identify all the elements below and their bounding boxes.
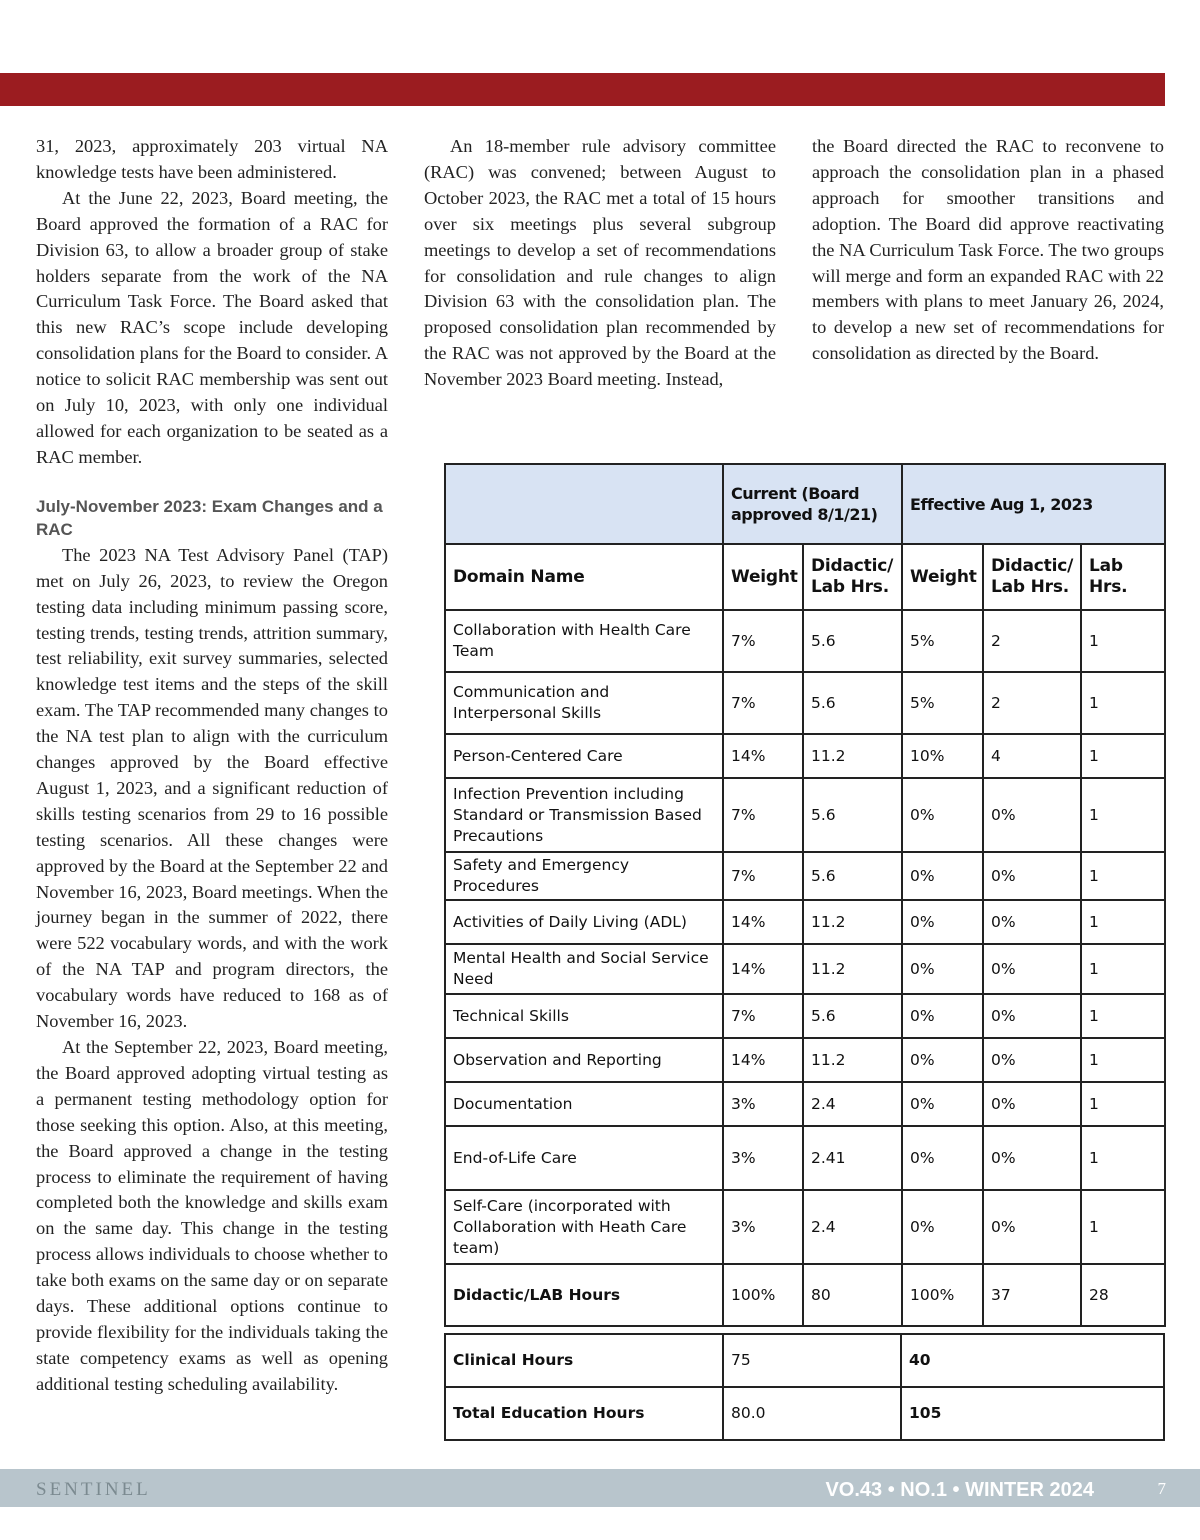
paragraph: At the September 22, 2023, Board meeting, the Board approved adopting virtual testing as a permanent testing methodology option for those seeking this option. Also, at this meeting, the Board approved a change in the testing process to eliminate the requirement of having completed both the knowledge and skills exam on the same day. This change in the testing process allows individuals to choose whether to take both exams on the same day or on separate days. These additional options continue to provide flexibility for the individuals taking the state competency exams as well as opening additional testing scheduling availability. <box>36 1037 388 1394</box>
effective-hours: 37 <box>983 1264 1081 1326</box>
effective-weight: 0% <box>902 1038 983 1082</box>
domain-name: Activities of Daily Living (ADL) <box>445 900 723 944</box>
effective-weight: 0% <box>902 1190 983 1264</box>
table-row <box>445 734 1165 778</box>
effective-hours: 0% <box>983 994 1081 1038</box>
lab-hours: 28 <box>1081 1264 1165 1326</box>
row-label: Clinical Hours <box>445 1334 723 1387</box>
column-header: Domain Name <box>445 544 723 610</box>
table-row <box>445 852 1165 900</box>
effective-hours: 0% <box>983 1190 1081 1264</box>
table-row <box>445 1082 1165 1126</box>
effective-hours: 4 <box>983 734 1081 778</box>
table-row <box>445 944 1165 994</box>
paragraph: the Board directed the RAC to reconvene to approach the consolidation plan in a phased approach for smoother transitions and adoption. The Board did approve reactivating the NA Curriculum Task Force. The two groups will merge and form an expanded RAC with 22 members with plans to meet January 26, 2024, to develop a new set of recommendations for consolidation as directed by the Board. <box>812 136 1164 364</box>
table-column-header <box>445 544 1165 610</box>
group-current-header: Current (Board approved 8/1/21) <box>723 464 902 544</box>
column-header: Didactic/ Lab Hrs. <box>803 544 902 610</box>
table-row <box>445 672 1165 734</box>
clinical-hours-row <box>445 1334 1164 1387</box>
current-weight: 14% <box>723 900 803 944</box>
lab-hours: 1 <box>1081 734 1165 778</box>
effective-weight: 10% <box>902 734 983 778</box>
current-weight: 7% <box>723 994 803 1038</box>
paragraph: An 18-member rule advisory committee (RAC) was convened; between August to October 2023, the RAC met a total of 15 hours over six meetings plus several subgroup meetings to develop a set of recommendations for consolidation and rule changes to align Division 63 with the consolidation plan. The proposed consolidation plan recommended by the RAC was not approved by the Board at the November 2023 Board meeting. Instead, <box>424 136 776 390</box>
table-group-header <box>445 464 1165 544</box>
effective-weight: 0% <box>902 900 983 944</box>
current-weight: 7% <box>723 672 803 734</box>
current-weight: 14% <box>723 1038 803 1082</box>
lab-hours: 1 <box>1081 1082 1165 1126</box>
effective-hours: 2 <box>983 672 1081 734</box>
lab-hours: 1 <box>1081 900 1165 944</box>
row-label: Total Education Hours <box>445 1387 723 1440</box>
lab-hours: 1 <box>1081 1038 1165 1082</box>
domain-name: Mental Health and Social Service Need <box>445 944 723 994</box>
table-row <box>445 994 1165 1038</box>
current-hours: 5.6 <box>803 610 902 672</box>
current-weight: 7% <box>723 852 803 900</box>
column-header: Lab Hrs. <box>1081 544 1165 610</box>
top-accent-bar <box>0 73 1165 106</box>
current-value: 75 <box>723 1334 901 1387</box>
text-column-3 <box>812 134 1164 367</box>
domain-name: Infection Prevention including Standard or Transmission Based Precautions <box>445 778 723 852</box>
effective-hours: 0% <box>983 778 1081 852</box>
current-hours: 11.2 <box>803 900 902 944</box>
effective-weight: 0% <box>902 1082 983 1126</box>
table-row <box>445 1126 1165 1190</box>
blank-header-cell <box>445 464 723 544</box>
effective-hours: 0% <box>983 900 1081 944</box>
table-row <box>445 900 1165 944</box>
section-heading: July-November 2023: Exam Changes and a RAC <box>36 496 383 539</box>
lab-hours: 1 <box>1081 610 1165 672</box>
domain-name: Collaboration with Health Care Team <box>445 610 723 672</box>
paragraph: 31, 2023, approximately 203 virtual NA knowledge tests have been administered. <box>36 136 388 182</box>
current-weight: 14% <box>723 734 803 778</box>
table-row <box>445 778 1165 852</box>
effective-weight: 5% <box>902 672 983 734</box>
current-hours: 2.4 <box>803 1082 902 1126</box>
publication-name: SENTINEL <box>36 1479 151 1500</box>
current-hours: 5.6 <box>803 778 902 852</box>
lab-hours: 1 <box>1081 1190 1165 1264</box>
effective-hours: 0% <box>983 1082 1081 1126</box>
curriculum-table <box>444 463 1164 1441</box>
text-column-1 <box>36 134 388 1398</box>
lab-hours: 1 <box>1081 672 1165 734</box>
effective-weight: 0% <box>902 994 983 1038</box>
current-hours: 11.2 <box>803 734 902 778</box>
column-header: Weight <box>723 544 803 610</box>
domain-name: Observation and Reporting <box>445 1038 723 1082</box>
domain-name: Documentation <box>445 1082 723 1126</box>
table-row <box>445 1038 1165 1082</box>
current-hours: 5.6 <box>803 672 902 734</box>
lab-hours: 1 <box>1081 944 1165 994</box>
effective-weight: 0% <box>902 944 983 994</box>
lab-hours: 1 <box>1081 994 1165 1038</box>
lab-hours: 1 <box>1081 1126 1165 1190</box>
effective-weight: 5% <box>902 610 983 672</box>
current-weight: 3% <box>723 1126 803 1190</box>
current-hours: 11.2 <box>803 1038 902 1082</box>
paragraph: The 2023 NA Test Advisory Panel (TAP) met on July 26, 2023, to review the Oregon testing data including minimum passing score, testing trends, testing trends, attrition summary, test reliability, exit survey summaries, selected knowledge test items and the steps of the skill exam. The TAP recommended many changes to the NA test plan to align with the curriculum changes approved by the Board effective August 1, 2023, and a significant reduction of skills testing scenarios from 29 to 16 possible testing scenarios. All these changes were approved by the Board at the September 22 and November 16, 2023, Board meetings. When the journey began in the summer of 2022, there were 522 vocabulary words, and with the work of the NA TAP and program directors, the vocabulary words have reduced to 168 as of November 16, 2023. <box>36 544 388 1032</box>
effective-hours: 0% <box>983 944 1081 994</box>
table-row <box>445 1190 1165 1264</box>
current-value: 80.0 <box>723 1387 901 1440</box>
effective-weight: 0% <box>902 778 983 852</box>
effective-hours: 0% <box>983 1038 1081 1082</box>
lab-hours: 1 <box>1081 778 1165 852</box>
effective-value: 40 <box>901 1334 1164 1387</box>
domain-name: Technical Skills <box>445 994 723 1038</box>
column-header: Weight <box>902 544 983 610</box>
group-effective-header: Effective Aug 1, 2023 <box>902 464 1165 544</box>
page-number: 7 <box>1157 1479 1166 1498</box>
lab-hours: 1 <box>1081 852 1165 900</box>
paragraph: At the June 22, 2023, Board meeting, the Board approved the formation of a RAC for Division 63, to allow a broader group of stake holders separate from the work of the NA Curriculum Task Force. The Board asked that this new RAC’s scope include developing consolidation plans for the Board to consider. A notice to solicit RAC membership was sent out on July 10, 2023, with only one individual allowed for each organization to be seated as a RAC member. <box>36 187 388 467</box>
effective-hours: 0% <box>983 1126 1081 1190</box>
table-row <box>445 610 1165 672</box>
text-column-2 <box>424 134 776 393</box>
total-education-row <box>445 1387 1164 1440</box>
current-weight: 7% <box>723 778 803 852</box>
column-header: Didactic/ Lab Hrs. <box>983 544 1081 610</box>
current-weight: 3% <box>723 1082 803 1126</box>
current-weight: 3% <box>723 1190 803 1264</box>
effective-hours: 2 <box>983 610 1081 672</box>
current-hours: 2.4 <box>803 1190 902 1264</box>
page-footer <box>0 1469 1200 1507</box>
current-hours: 80 <box>803 1264 902 1326</box>
current-hours: 5.6 <box>803 994 902 1038</box>
domain-name: Safety and Emergency Procedures <box>445 852 723 900</box>
table-total-row <box>445 1264 1165 1326</box>
domain-name: End-of-Life Care <box>445 1126 723 1190</box>
domain-name: Communication and Interpersonal Skills <box>445 672 723 734</box>
current-weight: 7% <box>723 610 803 672</box>
domain-name: Self-Care (incorporated with Collaboration with Heath Care team) <box>445 1190 723 1264</box>
current-hours: 5.6 <box>803 852 902 900</box>
issue-label: VO.43 • NO.1 • WINTER 2024 <box>825 1479 1094 1501</box>
domain-name: Person-Centered Care <box>445 734 723 778</box>
current-weight: 14% <box>723 944 803 994</box>
domain-name: Didactic/LAB Hours <box>445 1264 723 1326</box>
effective-weight: 0% <box>902 852 983 900</box>
current-hours: 11.2 <box>803 944 902 994</box>
effective-weight: 100% <box>902 1264 983 1326</box>
effective-value: 105 <box>901 1387 1164 1440</box>
current-weight: 100% <box>723 1264 803 1326</box>
effective-hours: 0% <box>983 852 1081 900</box>
effective-weight: 0% <box>902 1126 983 1190</box>
current-hours: 2.41 <box>803 1126 902 1190</box>
